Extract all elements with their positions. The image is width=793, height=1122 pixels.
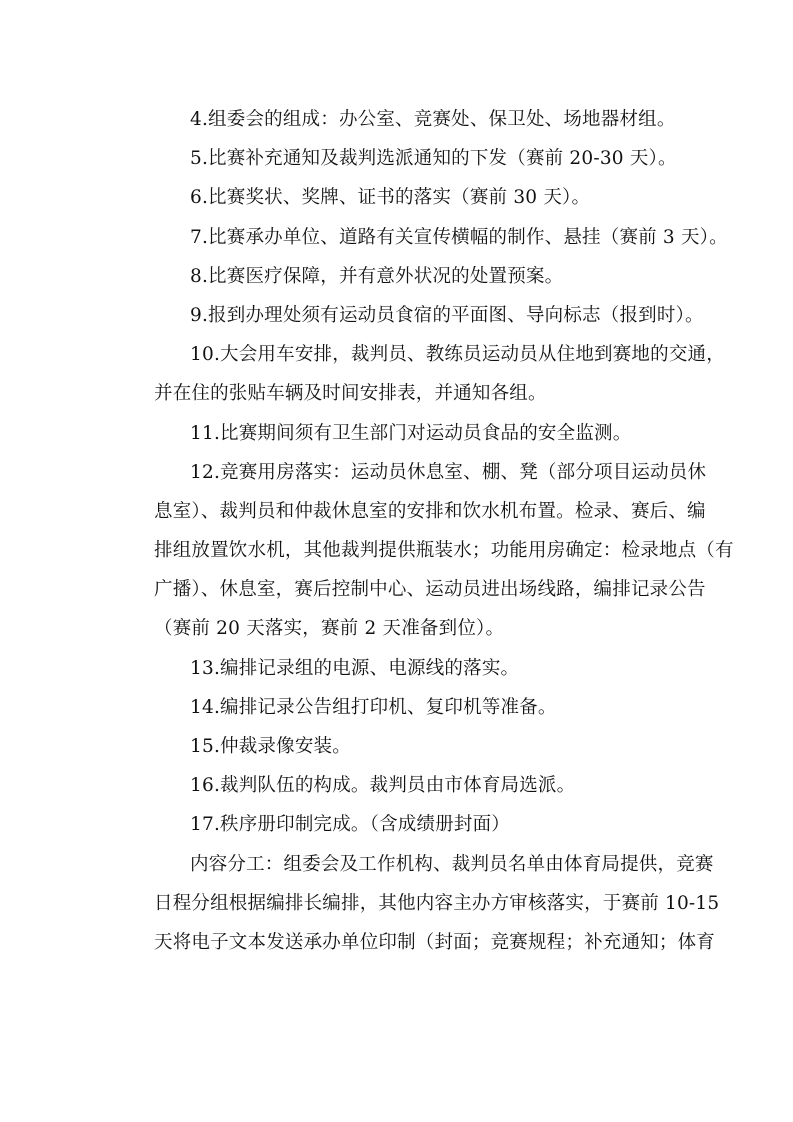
text-line: 5.比赛补充通知及裁判选派通知的下发（赛前 20-30 天）。	[190, 148, 677, 170]
text-line: 广播）、休息室，赛后控制中心、运动员进出场线路，编排记录公告	[154, 579, 706, 601]
text-line: 9.报到办理处须有运动员食宿的平面图、导向标志（报到时）。	[190, 304, 704, 326]
text-line: 12.竞赛用房落实：运动员休息室、棚、凳（部分项目运动员休	[190, 461, 707, 483]
text-line: （赛前 20 天落实，赛前 2 天准备到位）。	[154, 618, 505, 640]
item-7-banners	[118, 218, 728, 257]
text-line: 17.秩序册印制完成。（含成绩册封面）	[190, 814, 510, 836]
text-line: 日程分组根据编排长编排，其他内容主办方审核落实，于赛前 10-15	[154, 892, 720, 914]
content-division-paragraph	[118, 845, 720, 963]
item-8-medical	[118, 257, 676, 296]
item-11-food-safety	[118, 414, 676, 453]
item-12-rooms	[118, 453, 734, 649]
text-line: 排组放置饮水机，其他裁判提供瓶装水；功能用房确定：检录地点（有	[154, 540, 734, 562]
item-13-power	[118, 649, 676, 688]
text-line: 天将电子文本发送承办单位印制（封面；竞赛规程；补充通知；体育	[154, 931, 716, 953]
text-line: 7.比赛承办单位、道路有关宣传横幅的制作、悬挂（赛前 3 天）。	[190, 226, 728, 248]
text-line: 8.比赛医疗保障，并有意外状况的处置预案。	[190, 265, 564, 287]
text-line: 并在住的张贴车辆及时间安排表，并通知各组。	[154, 383, 547, 405]
text-line: 16.裁判队伍的构成。裁判员由市体育局选派。	[190, 775, 576, 797]
text-line: 10.大会用车安排，裁判员、教练员运动员从住地到赛地的交通，	[190, 344, 725, 366]
item-10-transport	[118, 335, 725, 413]
item-15-video	[118, 727, 676, 766]
text-line: 6.比赛奖状、奖牌、证书的落实（赛前 30 天）。	[190, 187, 591, 209]
item-16-referees	[118, 766, 676, 805]
text-line: 4.组委会的组成：办公室、竞赛处、保卫处、场地器材组。	[190, 109, 676, 130]
text-line: 15.仲裁录像安装。	[190, 736, 351, 757]
text-line: 内容分工：组委会及工作机构、裁判员名单由体育局提供，竞赛	[190, 853, 714, 875]
item-17-program-book	[118, 805, 676, 844]
item-5-notice-distribution	[118, 139, 676, 178]
item-4-organizing-committee	[118, 100, 676, 139]
item-9-registration	[118, 296, 704, 335]
document-page	[118, 100, 734, 962]
text-line: 14.编排记录公告组打印机、复印机等准备。	[190, 696, 557, 718]
item-6-awards	[118, 178, 676, 217]
item-14-printers	[118, 688, 676, 727]
text-line: 13.编排记录组的电源、电源线的落实。	[190, 657, 520, 679]
text-line: 11.比赛期间须有卫生部门对运动员食品的安全监测。	[190, 422, 632, 444]
text-line: 息室）、裁判员和仲裁休息室的安排和饮水机布置。检录、赛后、编	[154, 500, 706, 522]
